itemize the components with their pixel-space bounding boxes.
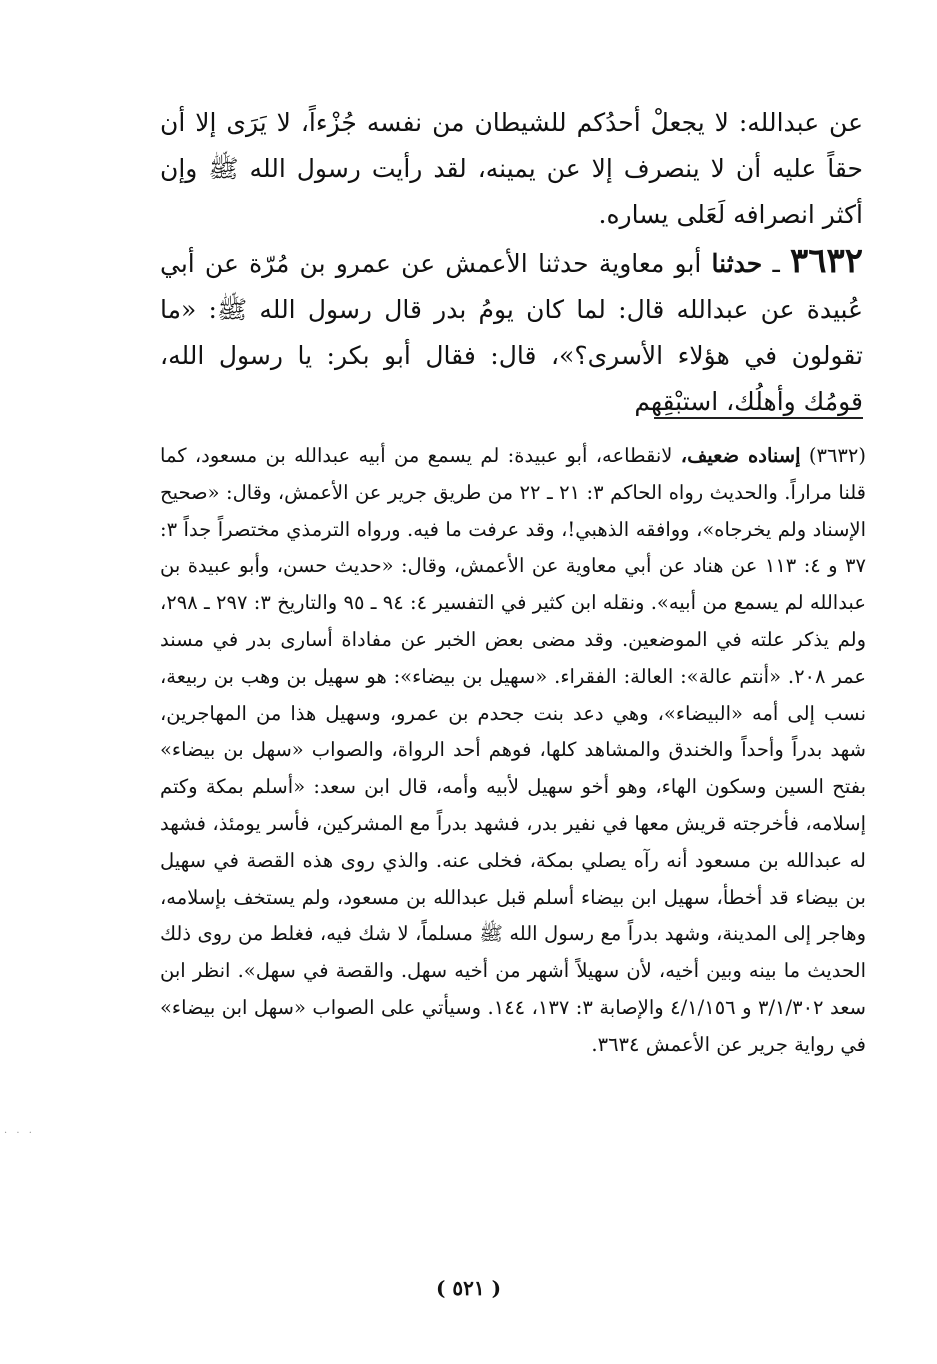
footnote-paragraph	[160, 438, 866, 1064]
page-number: ( ٥٢١ )	[435, 1276, 502, 1300]
hadith-paragraph	[160, 238, 863, 425]
footnote-divider	[654, 417, 863, 419]
main-text-block	[160, 100, 863, 425]
footnote-ref: (٣٦٣٢)	[800, 444, 866, 467]
footnote-grade: إسناده ضعيف،	[680, 444, 801, 467]
hadith-number: ٣٦٣٢	[789, 241, 864, 281]
main-paragraph-1: عن عبدالله: لا يجعلْ أحدُكم للشيطان من نفسه جُزْءاً، لا يَرَى إلا أن حقاً عليه أن لا ينصرف إلا عن يمينه، لقد رأيت رسول الله ﷺ وإن أكثر انصرافه لَعَلى يساره.	[160, 108, 863, 229]
margin-specks: · · ·	[4, 1128, 35, 1139]
footnote-block	[160, 438, 866, 1064]
hadith-text: أبو معاوية حدثنا الأعمش عن عمرو بن مُرّة عن أبي عُبيدة عن عبدالله قال: لما كان يومُ بدر قال رسول الله ﷺ: «ما تقولون في هؤلاء الأسرى؟»، قال: فقال أبو بكر: يا رسول الله، قومُك وأهلُك، استبْقِهم	[160, 249, 863, 416]
hadith-dash: ـ	[762, 249, 790, 278]
footnote-text: لانقطاعه، أبو عبيدة: لم يسمع من أبيه عبدالله بن مسعود، كما قلنا مراراً. والحديث رواه الحاكم ٣: ٢١ ـ ٢٢ من طريق جرير عن الأعمش، وقال: «صحيح الإسناد ولم يخرجاه»، ووافقه الذهبي!، وقد عرفت ما فيه. ورواه الترمذي مختصراً جداً ٣: ٣٧ و ٤: ١١٣ عن هناد عن أبي معاوية عن الأعمش، وقال: «حديث حسن، وأبو عبيدة بن عبدالله لم يسمع من أبيه». ونقله ابن كثير في التفسير ٤: ٩٤ ـ ٩٥ والتاريخ ٣: ٢٩٧ ـ ٢٩٨، ولم يذكر علته في الموضعين. وقد مضى بعض الخبر عن مفاداة أسارى بدر في مسند عمر ٢٠٨. «أنتم عالة»: العالة: الفقراء. «سهيل بن بيضاء»: هو سهيل بن وهب بن ربيعة، نسب إلى أمه «البيضاء»، وهي دعد بنت جحدم بن عمرو، وسهيل هذا من المهاجرين، شهد بدراً وأحداً والخندق والمشاهد كلها، فوهم أحد الرواة، والصواب «سهل بن بيضاء» بفتح السين وسكون الهاء، وهو أخو سهيل لأبيه وأمه، قال ابن سعد: «أسلم بمكة وكتم إسلامه، فأخرجته قريش معها في نفير بدر، فشهد بدراً مع المشركين، فأسر يومئذ، فشهد له عبدالله بن مسعود أنه رآه يصلي بمكة، فخلى عنه. والذي روى هذه القصة في سهيل بن بيضاء قد أخطأ، سهيل ابن بيضاء أسلم قبل عبدالله بن مسعود، ولم يستخف بإسلامه، وهاجر إلى المدينة، وشهد بدراً مع رسول الله ﷺ مسلماً، لا شك فيه، فغلط من روى ذلك الحديث ما بينه وبين أخيه، لأن سهيلاً أشهر من أخيه سهل. والقصة في سهل». انظر ابن سعد ٣/١/٣٠٢ و ٤/١/١٥٦ والإصابة ٣: ١٣٧، ١٤٤. وسيأتي على الصواب «سهل ابن بيضاء» في رواية جرير عن الأعمش ٣٦٣٤.	[160, 444, 866, 1056]
hadith-lead: حدثنا	[711, 249, 763, 278]
